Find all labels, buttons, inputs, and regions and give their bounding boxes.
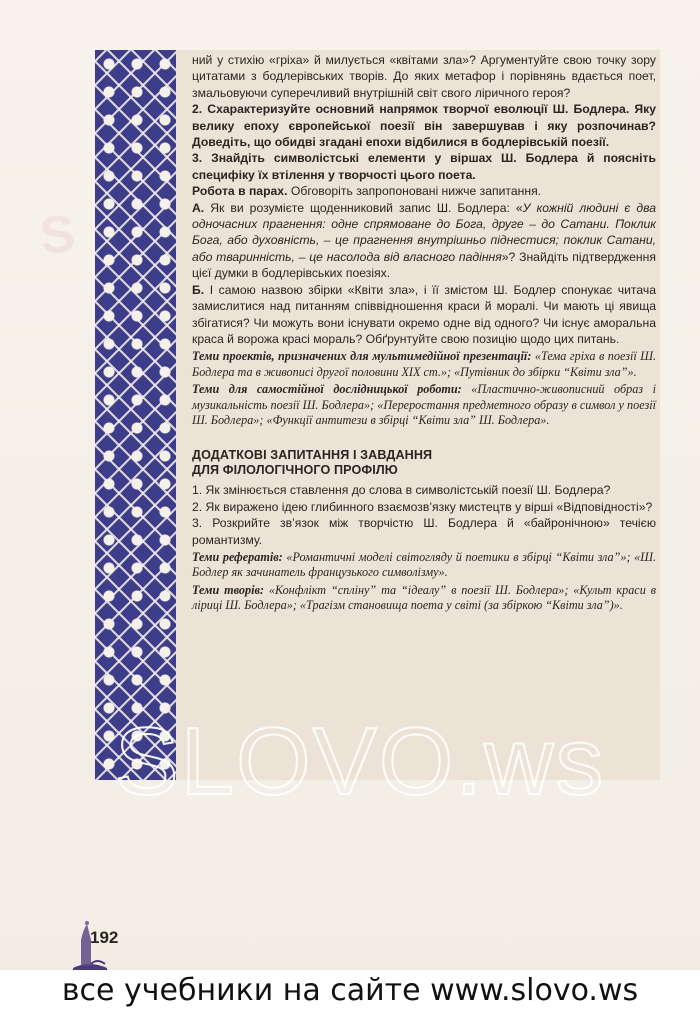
section-heading-line-1: ДОДАТКОВІ ЗАПИТАННЯ І ЗАВДАННЯ — [192, 448, 433, 463]
question-2 — [192, 101, 656, 150]
essay-topics — [192, 583, 656, 614]
multimedia-topics-text: «Тема гріха в поезії Ш. Бодлера та в живописі другої половини XIX ст.»; «Путівник до збірки “Квіти зла”». — [192, 349, 656, 379]
question-3 — [192, 150, 656, 183]
multimedia-topics-label: Теми проектів, призначених для мультимедійної презентації: — [192, 349, 532, 364]
section-heading — [192, 448, 656, 478]
extra-question-2: 2. Як виражено ідею глибинного взаємозв’язку мистецтв у вірші «Відповідності»? — [192, 499, 653, 514]
question-a-tail: »? Знайдіть підтвердження цієї думки в бодлерівських поезіях. — [192, 249, 656, 281]
report-topics-label: Теми рефератів: — [192, 549, 283, 564]
slovo-watermark: SLOVO.ws — [114, 708, 606, 815]
essay-topics-text: «Конфлікт “спліну” та “ідеалу” в поезії Ш. Бодлера»; «Культ краси в ліриці Ш. Бодлера»; «Трагізм становища поета у світі (за збіркою “Квіти зла”)». — [192, 582, 656, 613]
research-topics — [192, 382, 656, 428]
site-footer-banner[interactable]: все учебники на сайте www.slovo.ws — [0, 970, 700, 1011]
question-a-intro: Як ви розумієте щоденниковий запис Ш. Бодлера: « — [204, 200, 523, 215]
extra-question-3: 3. Розкрийте зв’язок між творчістю Ш. Бодлера й «байронічною» течією романтизму. — [192, 516, 656, 547]
question-a-label: А. — [192, 200, 205, 215]
pair-work-label: Робота в парах. — [192, 184, 288, 199]
extra-question-1: 1. Як змінюється ставлення до слова в символістській поезії Ш. Бодлера? — [192, 483, 611, 498]
question-1-continued: ний у стихію «гріха» й милується «квітами зла»? Аргументуйте свою точку зору цитатами з бодлерівських творів. До яких метафор і порівнянь вдається поет, змальовуючи суперечливий внутрішній світ свого ліричного героя? — [192, 53, 656, 100]
report-topics-text: «Романтичні моделі світогляду й поетики в збірці “Квіти зла”»; «Ш. Бодлер як зачинатель французького символізму». — [192, 549, 657, 580]
ornament-border — [95, 50, 182, 780]
section-heading-line-2: ДЛЯ ФІЛОЛОГІЧНОГО ПРОФІЛЮ — [192, 463, 398, 478]
question-b-text: І самою назвою збірки «Квіти зла», і її змістом Ш. Бодлер спонукає читача замислитися над питанням співвідношення краси й моралі. Чи мають ці явища збігатися? Чи можуть вони існувати окремо одне від одного? Чи існує аморальна краса й ворожа красі мораль? Обґрунтуйте свою позицію щодо цих питань. — [192, 282, 656, 346]
question-a — [192, 200, 656, 282]
pair-work-text: Обговоріть запропоновані нижче запитання. — [287, 184, 542, 199]
question-b — [192, 282, 656, 348]
research-topics-label: Теми для самостійної дослідницької роботи: — [192, 382, 462, 397]
faint-watermark: S — [37, 204, 82, 266]
report-topics — [192, 550, 656, 581]
text-panel — [176, 50, 660, 780]
pair-work — [192, 183, 656, 199]
question-a-quote: У кожній людині є два одночасних прагнення: одне спрямоване до Бога, друге – до Сатани. Поклик Бога, або духовність, – це прагнення внутрішньо піднестися; поклик Сатани, або тваринність, – це насолода від власного падіння — [192, 200, 656, 264]
question-2-text: 2. Схарактеризуйте основний напрямок творчої еволюції Ш. Бодлера. Яку велику епоху європейської поезії він завершував і яку розпочинав? Доведіть, що обидві згадані епохи відбилися в бодлерівській поезії. — [192, 102, 656, 150]
research-topics-text: «Пластично-живописний образ і музикальність поезії Ш. Бодлера»; «Переростання предметного образу в символ у поезії Ш. Бодлера»; «Функції антитези в збірці “Квіти зла” Ш. Бодлера». — [192, 382, 656, 427]
page-number: 192 — [90, 928, 119, 947]
multimedia-topics — [192, 349, 656, 380]
essay-topics-label: Теми творів: — [192, 582, 264, 597]
question-3-text: 3. Знайдіть символістські елементи у віршах Ш. Бодлера й поясніть специфіку їх втілення у творчості цього поета. — [192, 151, 656, 182]
question-b-label: Б. — [192, 282, 205, 297]
